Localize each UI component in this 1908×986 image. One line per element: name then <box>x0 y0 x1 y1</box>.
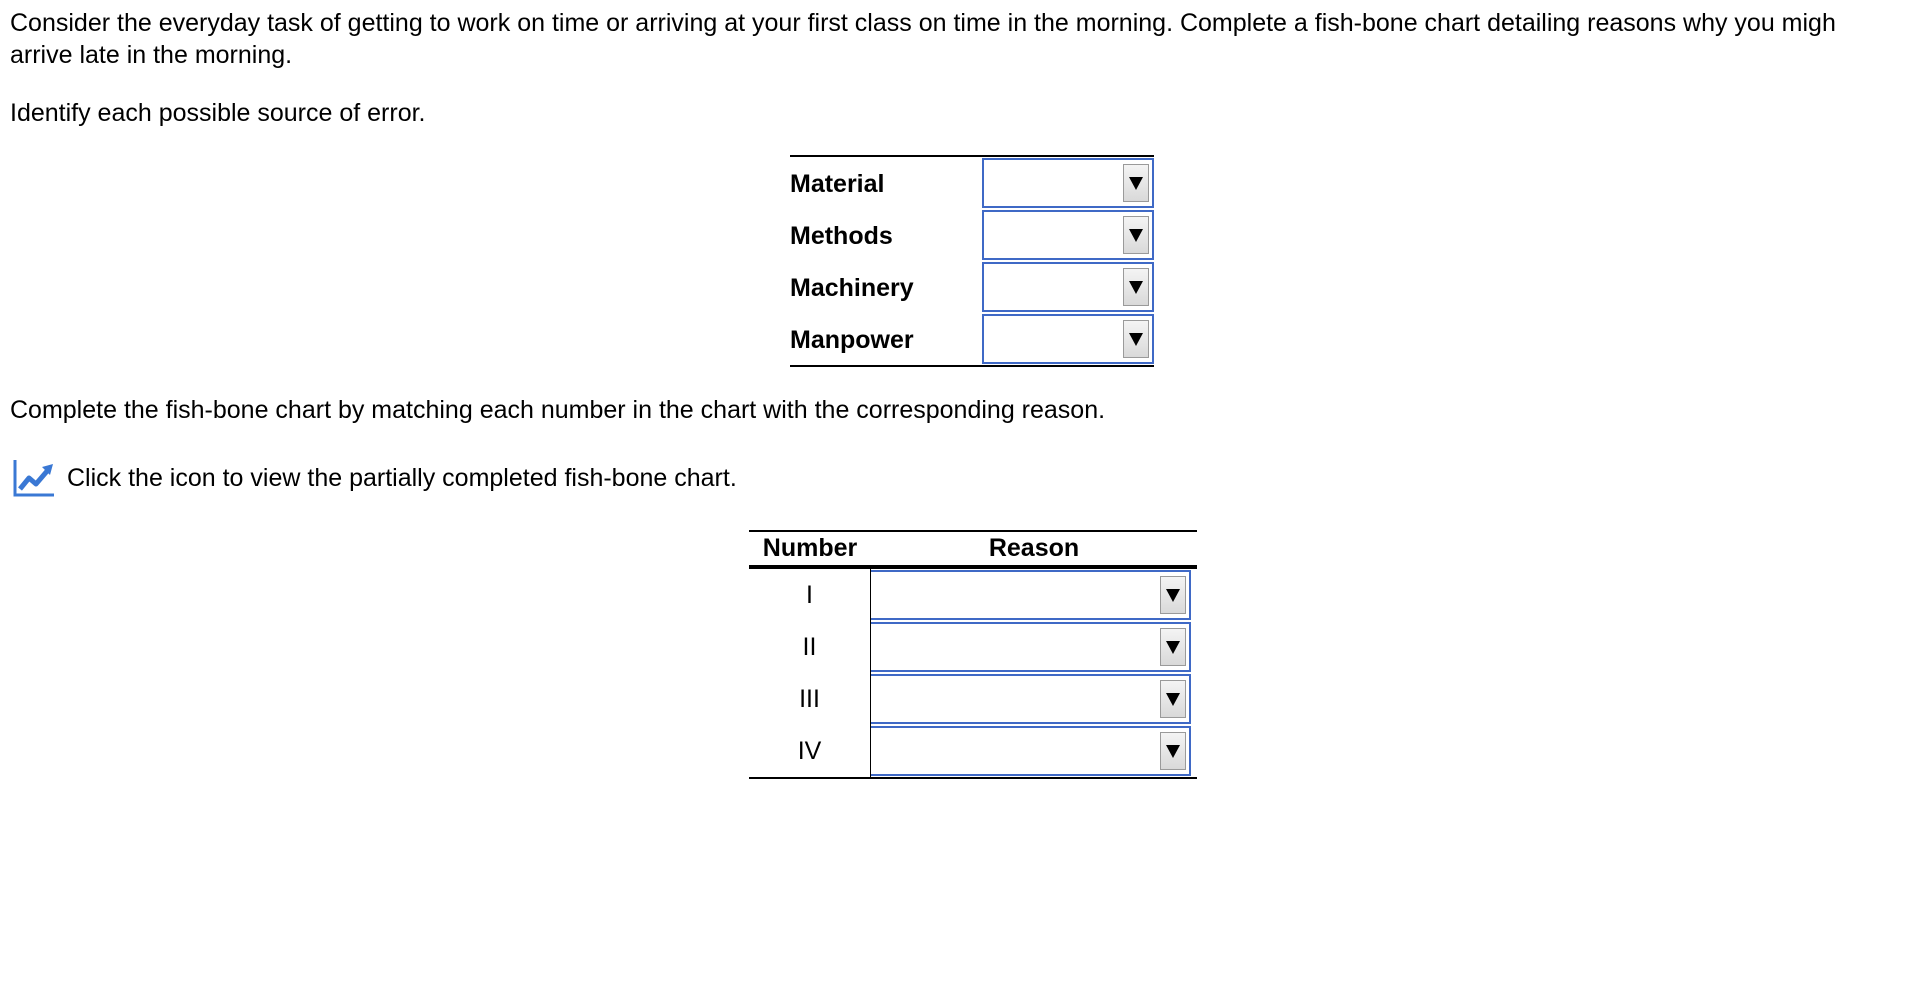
chart-link-text: Click the icon to view the partially completed fish-bone chart. <box>67 464 737 492</box>
manpower-dropdown[interactable] <box>982 314 1154 364</box>
sources-row-material <box>790 157 1154 209</box>
source-cell <box>982 313 1154 365</box>
table-row <box>749 725 1197 777</box>
material-dropdown[interactable] <box>982 158 1154 208</box>
table-row <box>749 673 1197 725</box>
sources-table <box>790 155 1154 367</box>
reason-cell <box>871 621 1197 673</box>
source-label-methods: Methods <box>790 221 893 250</box>
table-row <box>749 621 1197 673</box>
source-cell <box>982 157 1154 209</box>
intro-text-line1: Consider the everyday task of getting to work on time or arriving at your first class on time in the morning. Complete a fish-bone chart detailing reasons why you migh <box>10 9 1836 37</box>
reasons-table <box>749 530 1197 779</box>
reasons-table-header <box>749 532 1197 569</box>
dropdown-arrow-icon[interactable] <box>1160 576 1186 614</box>
reason-cell <box>871 569 1197 621</box>
dropdown-arrow-icon[interactable] <box>1160 680 1186 718</box>
sources-row-methods <box>790 209 1154 261</box>
row-number: II <box>749 621 871 673</box>
complete-instruction: Complete the fish-bone chart by matching each number in the chart with the corresponding reason. <box>10 396 1106 424</box>
reason-dropdown-4[interactable] <box>871 726 1191 776</box>
dropdown-arrow-icon[interactable] <box>1160 628 1186 666</box>
source-cell <box>982 261 1154 313</box>
source-cell <box>982 209 1154 261</box>
header-number: Number <box>762 534 858 562</box>
sources-row-machinery <box>790 261 1154 313</box>
row-number: III <box>749 673 871 725</box>
reason-dropdown-1[interactable] <box>871 570 1191 620</box>
source-label-material: Material <box>790 169 885 198</box>
machinery-dropdown[interactable] <box>982 262 1154 312</box>
reason-cell <box>871 725 1197 777</box>
reason-dropdown-2[interactable] <box>871 622 1191 672</box>
fishbone-chart-link <box>12 458 737 498</box>
source-label-machinery: Machinery <box>790 273 914 302</box>
dropdown-arrow-icon[interactable] <box>1123 216 1149 254</box>
row-number: I <box>749 569 871 621</box>
table-row <box>749 569 1197 621</box>
reason-cell <box>871 673 1197 725</box>
header-reason: Reason <box>988 534 1080 562</box>
dropdown-arrow-icon[interactable] <box>1160 732 1186 770</box>
sources-row-manpower <box>790 313 1154 365</box>
dropdown-arrow-icon[interactable] <box>1123 164 1149 202</box>
methods-dropdown[interactable] <box>982 210 1154 260</box>
reason-dropdown-3[interactable] <box>871 674 1191 724</box>
source-label-manpower: Manpower <box>790 325 914 354</box>
chart-trend-icon[interactable] <box>12 458 56 498</box>
identify-instruction: Identify each possible source of error. <box>10 99 426 127</box>
row-number: IV <box>749 725 871 777</box>
dropdown-arrow-icon[interactable] <box>1123 268 1149 306</box>
dropdown-arrow-icon[interactable] <box>1123 320 1149 358</box>
intro-text-line2: arrive late in the morning. <box>10 41 293 69</box>
